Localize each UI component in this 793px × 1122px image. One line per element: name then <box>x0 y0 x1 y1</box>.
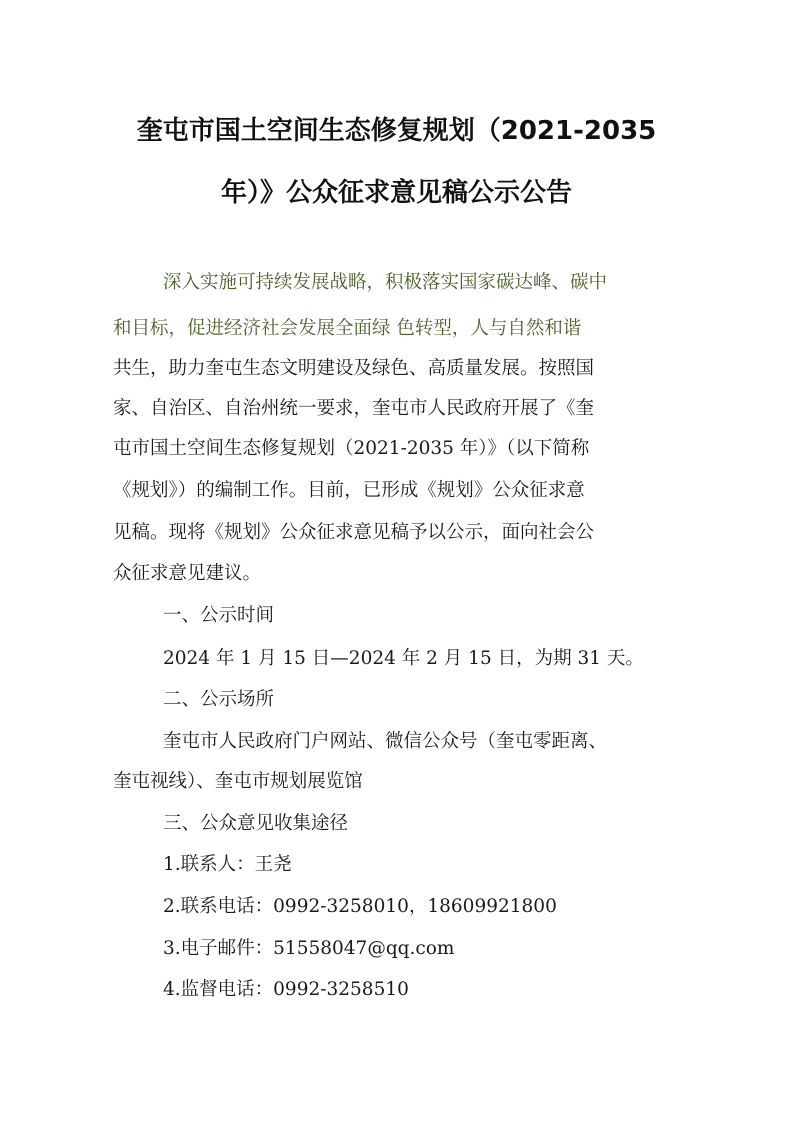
intro-paragraph-line: 和目标，促进经济社会发展全面绿 色转型，人与自然和谐 <box>113 318 582 339</box>
publicity-time-content: 2024 年 1 月 15 日—2024 年 2 月 15 日，为期 31 天。 <box>163 648 644 669</box>
section-heading-publicity-venue: 二、公示场所 <box>163 689 275 710</box>
intro-paragraph-line: 屯市国土空间生态修复规划（2021-2035 年）》（以下简称 <box>113 438 590 459</box>
intro-paragraph-line: 深入实施可持续发展战略，积极落实国家碳达峰、碳中 <box>163 272 608 293</box>
document-title-line-1: 奎屯市国土空间生态修复规划（2021-2035 <box>136 116 657 146</box>
intro-paragraph-line: 共生，助力奎屯生态文明建设及绿色、高质量发展。按照国 <box>113 358 595 379</box>
publicity-venue-line: 奎屯市人民政府门户网站、微信公众号（奎屯零距离、 <box>163 731 608 752</box>
intro-paragraph-line: 《规划》）的编制工作。目前，已形成《规划》公众征求意 <box>113 480 585 501</box>
intro-paragraph-line: 见稿。现将《规划》公众征求意见稿予以公示，面向社会公 <box>113 522 595 543</box>
intro-paragraph-line: 众征求意见建议。 <box>113 563 262 584</box>
document-title-line-2: 年）》公众征求意见稿公示公告 <box>220 178 572 208</box>
publicity-venue-line: 奎屯视线）、奎屯市规划展览馆 <box>113 771 363 792</box>
section-heading-feedback-channels: 三、公众意见收集途径 <box>163 813 349 834</box>
contact-phone: 2.联系电话：0992-3258010，18609921800 <box>163 896 557 917</box>
supervision-phone: 4.监督电话：0992-3258510 <box>163 979 409 1000</box>
section-heading-publicity-time: 一、公示时间 <box>163 605 275 626</box>
intro-paragraph-line: 家、自治区、自治州统一要求，奎屯市人民政府开展了《奎 <box>113 398 595 419</box>
contact-person: 1.联系人：王尧 <box>163 854 292 875</box>
contact-email: 3.电子邮件：51558047@qq.com <box>163 938 455 959</box>
